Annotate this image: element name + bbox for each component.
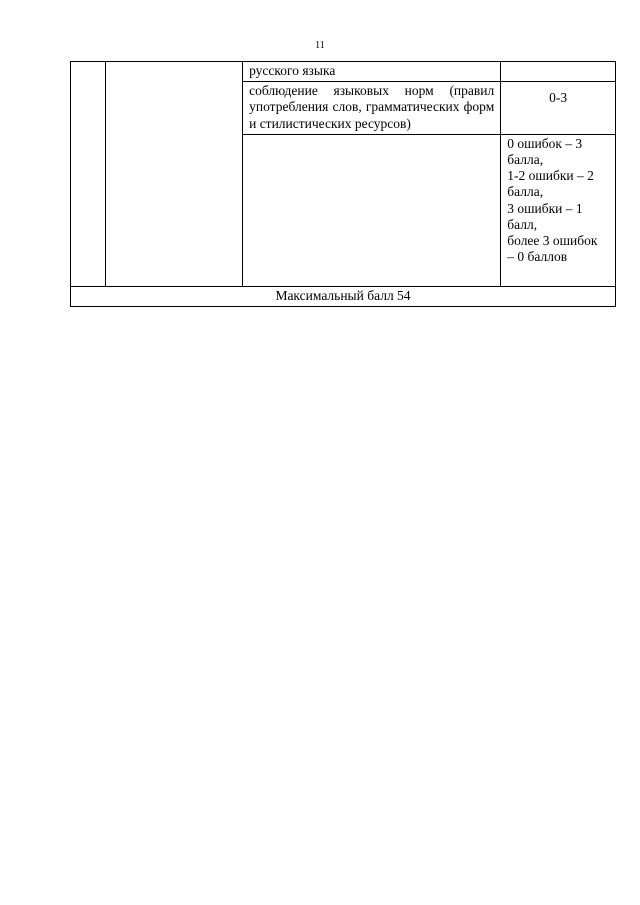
scale-line: балла, [507,151,544,167]
max-score-cell: Максимальный балл 54 [71,286,616,306]
page-number: 11 [315,40,325,51]
scale-line: 3 ошибки – 1 [507,200,583,216]
criterion-cell: соблюдение языковых норм (правил употребления слов, грамматических форм и стилистических ресурсов) [243,82,501,135]
score-range-cell: 0-3 [501,82,616,135]
criterion-cell [243,134,501,286]
scale-line: 1-2 ошибки – 2 [507,168,594,184]
assessment-criteria-table [70,61,616,307]
score-scale-cell [501,134,616,286]
score-cell [501,62,616,82]
scale-line: – 0 баллов [507,249,568,265]
scale-line: балл, [507,216,538,232]
table-row-total [71,286,616,306]
component-cell [106,62,243,287]
scale-line: балла, [507,184,544,200]
criterion-cell: русского языка [243,62,501,82]
scale-line: более 3 ошибок [507,232,598,248]
table-row [71,62,616,82]
number-cell [71,62,106,287]
scale-line: 0 ошибок – 3 [507,135,583,151]
